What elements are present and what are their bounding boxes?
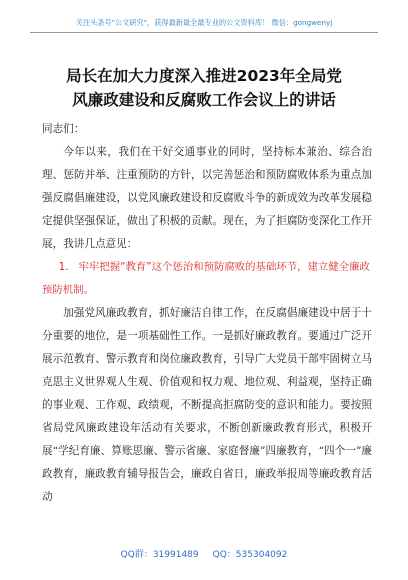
document-title [30,64,378,112]
footer-contact [0,547,408,560]
section-1-number: 1. [58,261,69,273]
section-1-paragraph: 加强党风廉政教育，抓好廉洁自律工作，在反腐倡廉建设中居于十分重要的地位，是一项基础性工作。一是抓好廉政教育。要通过广泛开展示范教育、警示教育和岗位廉政教育，引导广大党员干部牢固树立马克思主义世界观人生观、价值观和权力观、地位观、利益观，坚持正确的事业观、工作观、政绩观，不断提高拒腐防变的意识和能力。要按照省局党风廉政建设年活动有关要求，不断创新廉政教育形式，积极开展“学纪育廉、算账思廉、警示省廉、家庭督廉”四廉教育，“四个一”廉政教育，廉政教育辅导报告会，廉政自省日，廉政举报周等廉政教育活动 [42,307,372,503]
section-1-heading-text: 牢牢把握“教育”这个惩治和预防腐败的基础环节，建立健全廉政预防机制。 [42,261,370,296]
footer-qq: QQ：535304092 [212,550,288,560]
document-body [42,118,372,509]
header-banner: 关注头条号"公文研究"，获得最新最全最专业的公文资料库！ 微信：gongwenyj [30,14,378,33]
title-line-2: 风廉政建设和反腐败工作会议上的讲话 [72,91,336,109]
intro-paragraph: 今年以来，我们在干好交通事业的同时，坚持标本兼治、综合治理、惩防并举、注重预防的方针，以完善惩治和预防腐败体系为重点加强反腐倡廉建设，以党风廉政建设和反腐败斗争的新成效为改革发展稳定提供坚强保证，做出了积极的贡献。现在，为了拒腐防变深化工作开展，我讲几点意见： [42,146,372,250]
title-line-1: 局长在加大力度深入推进2023年全局党 [66,67,342,85]
greeting: 同志们： [42,123,85,135]
section-1-heading [42,256,372,302]
footer-qq-group: QQ群：31991489 [120,550,199,560]
